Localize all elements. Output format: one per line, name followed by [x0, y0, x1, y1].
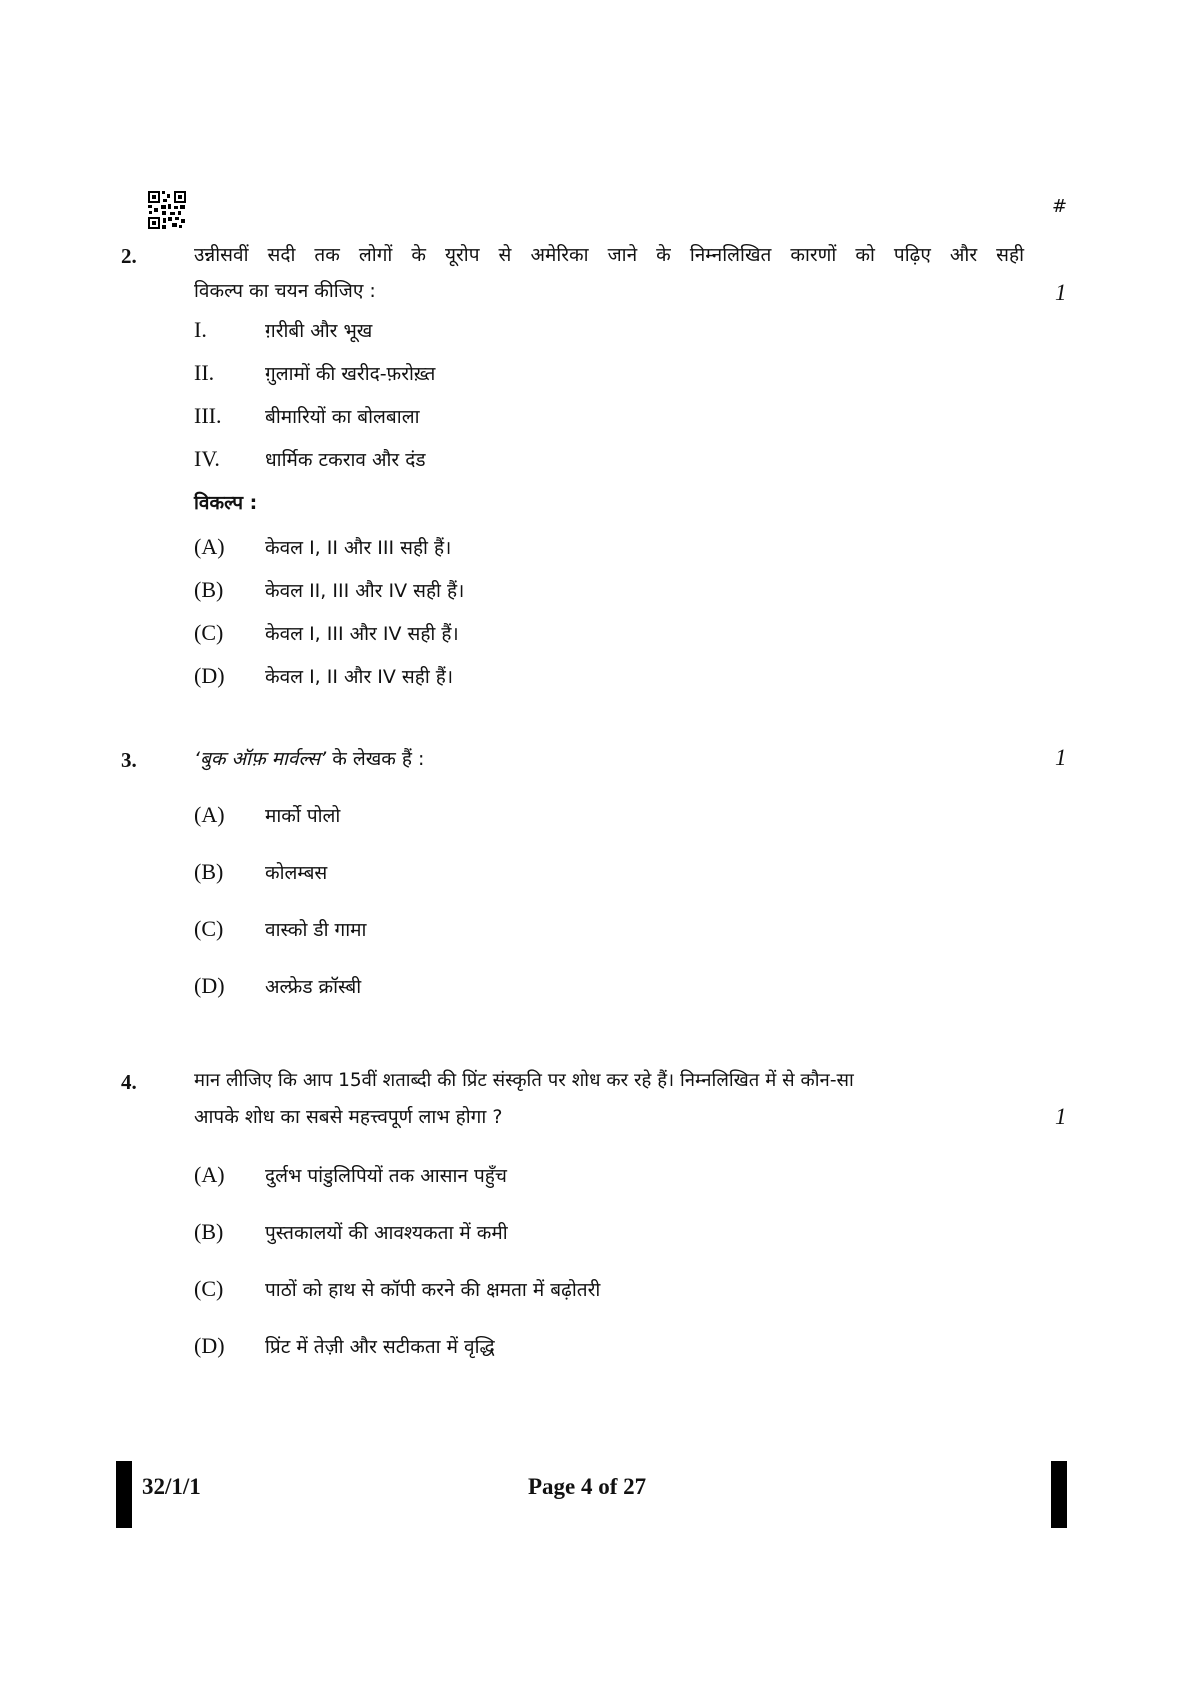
statement-item — [194, 315, 372, 345]
statement-label: IV. — [194, 446, 220, 471]
option-label: (C) — [194, 620, 224, 645]
statement-item — [194, 444, 426, 474]
option-text: केवल I, II और IV सही हैं। — [265, 666, 454, 688]
option-text: केवल I, III और IV सही हैं। — [265, 623, 459, 645]
statement-text: ग़ुलामों की खरीद-फ़रोख़्त — [265, 363, 436, 385]
option-label: (A) — [194, 534, 225, 559]
option-d[interactable] — [194, 661, 453, 691]
statement-label: II. — [194, 360, 215, 385]
option-text: मार्को पोलो — [265, 805, 341, 827]
statement-item — [194, 358, 435, 388]
page-number: Page 4 of 27 — [528, 1474, 647, 1499]
option-text: पाठों को हाथ से कॉपी करने की क्षमता में बढ़ोतरी — [265, 1279, 601, 1301]
question-text-line: आपके शोध का सबसे महत्त्वपूर्ण लाभ होगा ? — [194, 1106, 503, 1128]
option-label: (B) — [194, 859, 224, 884]
book-title: ‘बुक ऑफ़ मार्वल्स’ — [194, 748, 327, 770]
question-text — [194, 1063, 1024, 1135]
statement-text: बीमारियों का बोलबाला — [265, 406, 420, 428]
option-b[interactable] — [194, 857, 327, 887]
question-text — [194, 237, 1024, 309]
question-text — [194, 741, 1024, 777]
option-a[interactable] — [194, 800, 340, 830]
option-label: (A) — [194, 1162, 225, 1187]
option-text: केवल I, II और III सही हैं। — [265, 537, 452, 559]
option-b[interactable] — [194, 1217, 508, 1247]
footer-left-bar — [116, 1461, 132, 1528]
marks: 1 — [1055, 280, 1067, 305]
marks: 1 — [1055, 1104, 1067, 1129]
option-d[interactable] — [194, 971, 361, 1001]
option-c[interactable] — [194, 914, 366, 944]
option-label: (C) — [194, 916, 224, 941]
option-label: (D) — [194, 1333, 225, 1358]
question-number: 4. — [121, 1070, 137, 1094]
option-a[interactable] — [194, 1160, 507, 1190]
qr-code-icon — [148, 191, 186, 229]
statement-text: धार्मिक टकराव और दंड — [265, 449, 426, 471]
question-number: 3. — [121, 748, 137, 772]
option-label: (D) — [194, 663, 225, 688]
question-text-line: विकल्प का चयन कीजिए : — [194, 280, 376, 302]
options-heading: विकल्प : — [194, 492, 258, 514]
question-number: 2. — [121, 244, 137, 268]
option-label: (B) — [194, 577, 224, 602]
option-label: (C) — [194, 1276, 224, 1301]
option-text: अल्फ्रेड क्रॉस्बी — [265, 976, 362, 998]
option-text: प्रिंट में तेज़ी और सटीकता में वृद्धि — [265, 1336, 495, 1358]
footer-right-bar — [1051, 1461, 1067, 1528]
option-text: कोलम्बस — [265, 862, 328, 884]
option-c[interactable] — [194, 618, 459, 648]
question-text-line: उन्नीसवीं सदी तक लोगों के यूरोप से अमेरिका जाने के निम्नलिखित कारणों को पढ़िए और सही — [194, 244, 1024, 266]
statement-item — [194, 401, 420, 431]
question-text-rest: के लेखक हैं : — [326, 748, 425, 770]
option-text: वास्को डी गामा — [265, 919, 367, 941]
option-b[interactable] — [194, 575, 464, 605]
statement-label: I. — [194, 317, 207, 342]
statement-text: ग़रीबी और भूख — [265, 320, 373, 342]
option-c[interactable] — [194, 1274, 600, 1304]
option-text: दुर्लभ पांडुलिपियों तक आसान पहुँच — [265, 1165, 507, 1187]
marks: 1 — [1055, 745, 1067, 770]
corner-mark: # — [1052, 196, 1068, 217]
option-label: (A) — [194, 802, 225, 827]
option-a[interactable] — [194, 532, 451, 562]
question-text-line: मान लीजिए कि आप 15वीं शताब्दी की प्रिंट संस्कृति पर शोध कर रहे हैं। निम्नलिखित में से कौन-सा — [194, 1070, 854, 1091]
option-text: केवल II, III और IV सही हैं। — [265, 580, 465, 602]
option-d[interactable] — [194, 1331, 495, 1361]
option-label: (D) — [194, 973, 225, 998]
option-label: (B) — [194, 1219, 224, 1244]
option-text: पुस्तकालयों की आवश्यकता में कमी — [265, 1222, 508, 1244]
paper-code: 32/1/1 — [142, 1474, 201, 1499]
statement-label: III. — [194, 403, 222, 428]
